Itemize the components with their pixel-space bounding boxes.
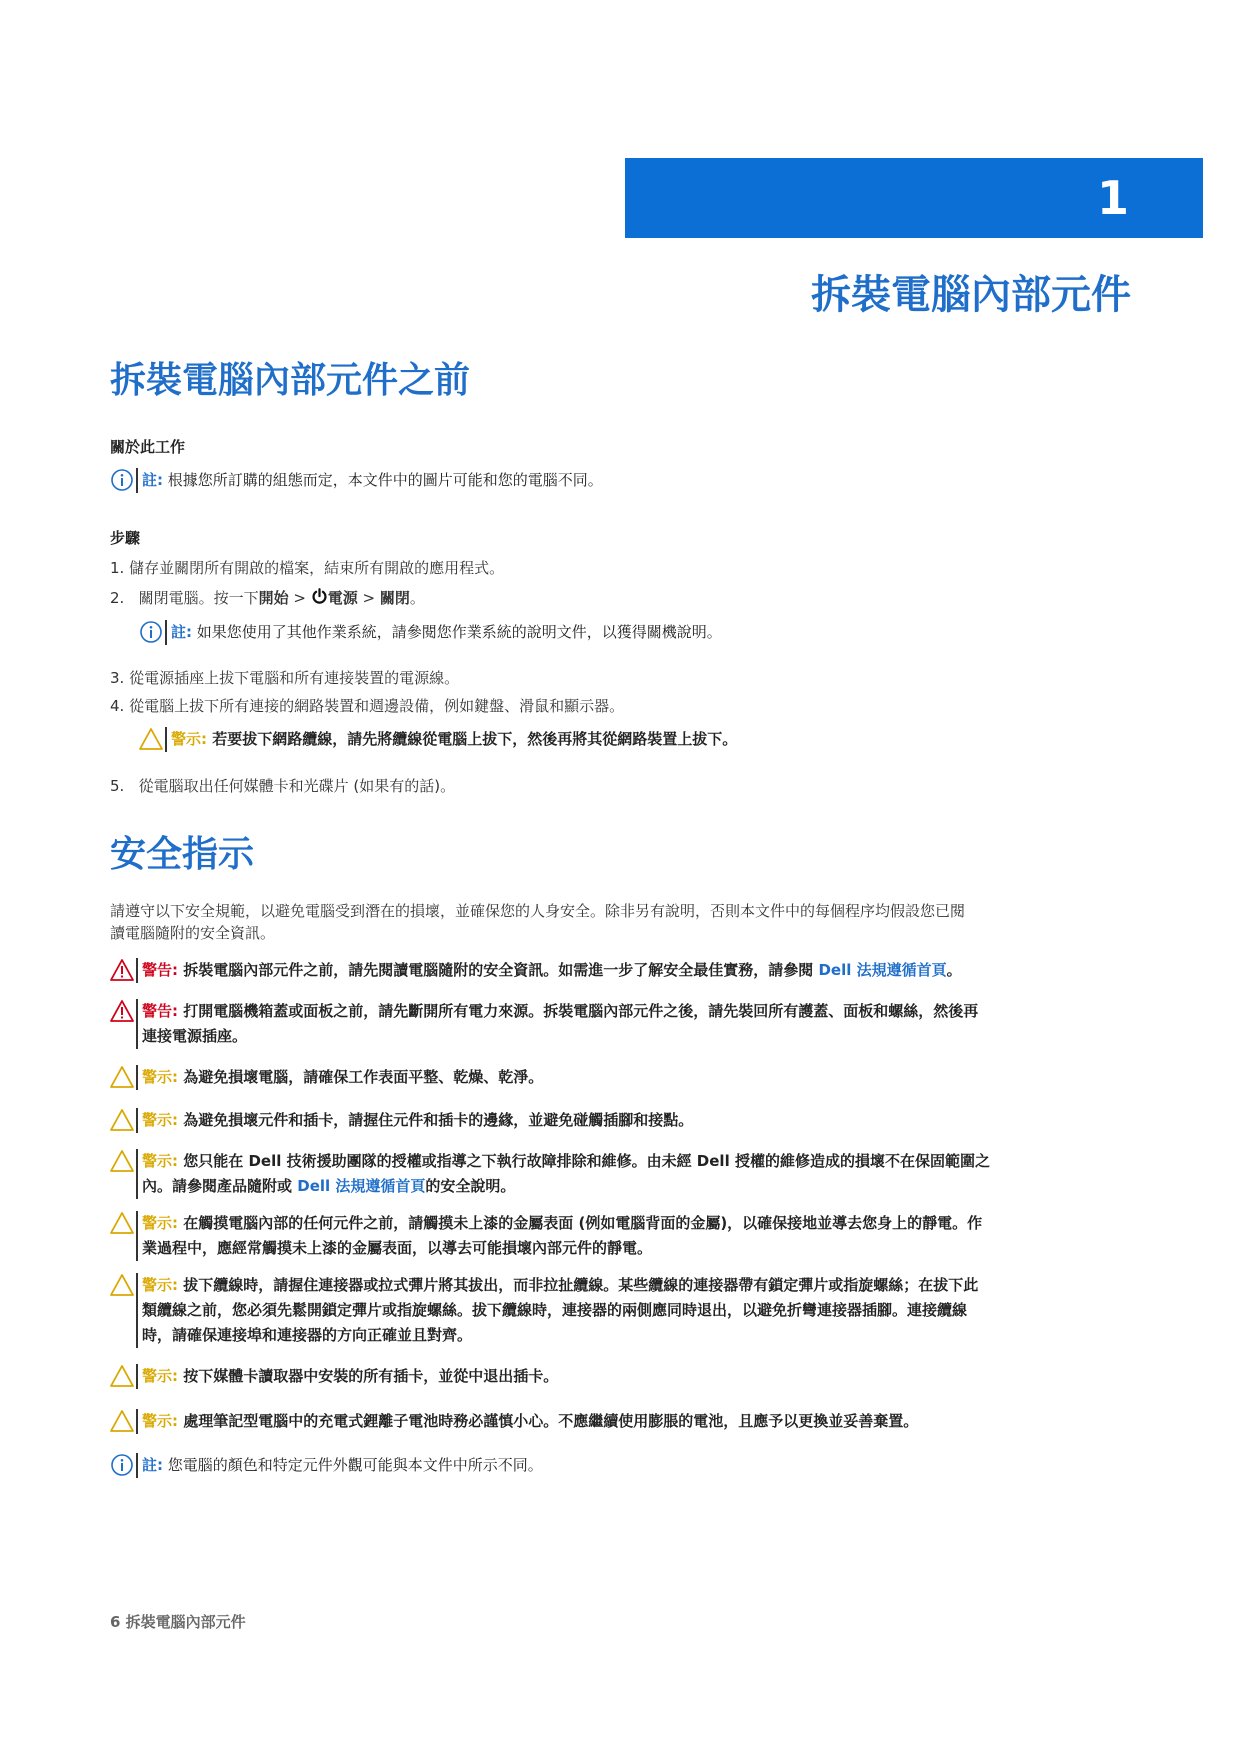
path-separator: > <box>357 589 380 607</box>
about-note <box>110 468 1122 493</box>
note-text: 您電腦的顏色和特定元件外觀可能與本文件中所示不同。 <box>167 1456 543 1474</box>
warning-text: 打開電腦機箱蓋或面板之前，請先斷開所有電力來源。拆裝電腦內部元件之後，請先裝回所有護蓋、面板和螺絲，然後再 <box>183 1002 979 1020</box>
start-menu-label: 開始 <box>258 589 289 607</box>
caution-text: 時，請確保連接埠和連接器的方向正確並且對齊。 <box>142 1326 473 1344</box>
step-number: 1. <box>110 559 125 577</box>
warning-label: 警告: <box>142 1002 178 1020</box>
info-icon <box>139 620 163 644</box>
info-icon <box>110 468 134 492</box>
step-number: 3. <box>110 669 125 687</box>
chapter-number: 1 <box>1096 171 1129 225</box>
caution-callout <box>110 1065 1122 1090</box>
step-item <box>110 775 455 797</box>
info-icon <box>110 1453 134 1477</box>
about-task-heading: 關於此工作 <box>110 438 186 456</box>
note-label: 註: <box>142 1456 163 1474</box>
caution-callout <box>110 1149 1122 1199</box>
caution-triangle-icon <box>110 1149 134 1173</box>
caution-text: 業過程中，應經常觸摸未上漆的金屬表面，以導去可能損壞內部元件的靜電。 <box>142 1239 653 1257</box>
callout-bar <box>136 1273 138 1348</box>
callout-bar <box>136 1409 138 1434</box>
caution-text: 類纜線之前，您必須先鬆開鎖定彈片或指旋螺絲。拔下纜線時，連接器的兩側應同時退出，以避免折彎連接器插腳。連接纜線 <box>142 1301 968 1319</box>
intro-line: 讀電腦隨附的安全資訊。 <box>110 924 276 942</box>
section-title-before-working: 拆裝電腦內部元件之前 <box>110 360 471 401</box>
note-label: 註: <box>171 623 192 641</box>
caution-callout <box>110 1409 1122 1434</box>
caution-label: 警示: <box>171 730 207 748</box>
caution-label: 警示: <box>142 1111 178 1129</box>
path-separator: > <box>288 589 311 607</box>
caution-text: 處理筆記型電腦中的充電式鋰離子電池時務必謹慎小心。不應繼續使用膨脹的電池，且應予以更換並妥善棄置。 <box>183 1412 919 1430</box>
caution-text: 您只能在 Dell 技術援助團隊的授權或指導之下執行故障排除和維修。由未經 Dell 授權的維修造成的損壞不在保固範圍之 <box>183 1152 990 1170</box>
step-item <box>110 587 425 609</box>
final-note <box>110 1453 1122 1478</box>
section-title-safety: 安全指示 <box>110 834 255 875</box>
callout-bar <box>136 1364 138 1389</box>
caution-triangle-icon <box>110 1211 134 1235</box>
caution-text: 若要拔下網路纜線，請先將纜線從電腦上拔下，然後再將其從網路裝置上拔下。 <box>212 730 738 748</box>
warning-triangle-icon <box>110 999 134 1023</box>
step4-caution <box>139 727 1099 752</box>
power-icon <box>311 588 328 605</box>
caution-text: 為避免損壞電腦，請確保工作表面平整、乾燥、乾淨。 <box>183 1068 544 1086</box>
warning-callout <box>110 999 1122 1049</box>
callout-bar <box>136 1453 138 1478</box>
caution-triangle-icon <box>110 1409 134 1433</box>
caution-text: 拔下纜線時，請握住連接器或拉式彈片將其拔出，而非拉扯纜線。某些纜線的連接器帶有鎖定彈片或指旋螺絲；在拔下此 <box>183 1276 979 1294</box>
note-label: 註: <box>142 471 163 489</box>
caution-label: 警示: <box>142 1412 178 1430</box>
warning-label: 警告: <box>142 961 178 979</box>
callout-bar <box>136 1149 138 1199</box>
callout-bar <box>136 958 138 983</box>
callout-bar <box>136 1065 138 1090</box>
warning-callout <box>110 958 1122 983</box>
chapter-banner <box>625 158 1203 238</box>
caution-text: 的安全說明。 <box>425 1177 516 1195</box>
shutdown-label: 關閉 <box>379 589 410 607</box>
safety-intro <box>110 900 1130 944</box>
step-text: 從電腦上拔下所有連接的網路裝置和週邊設備，例如鍵盤、滑鼠和顯示器。 <box>129 697 625 715</box>
step-number: 2. <box>110 589 125 607</box>
caution-text: 按下媒體卡讀取器中安裝的所有插卡，並從中退出插卡。 <box>183 1367 559 1385</box>
caution-triangle-icon <box>110 1108 134 1132</box>
warning-triangle-icon <box>110 958 134 982</box>
caution-callout <box>110 1273 1122 1348</box>
caution-text: 在觸摸電腦內部的任何元件之前，請觸摸未上漆的金屬表面 (例如電腦背面的金屬)，以確保接地並導去您身上的靜電。作 <box>183 1214 983 1232</box>
caution-text: 為避免損壞元件和插卡，請握住元件和插卡的邊緣，並避免碰觸插腳和接點。 <box>183 1111 694 1129</box>
caution-triangle-icon <box>139 727 163 751</box>
callout-bar <box>136 1211 138 1261</box>
caution-triangle-icon <box>110 1273 134 1297</box>
step-item <box>110 667 459 689</box>
warning-end: 。 <box>946 961 962 979</box>
caution-callout <box>110 1364 1122 1389</box>
caution-triangle-icon <box>110 1364 134 1388</box>
caution-triangle-icon <box>110 1065 134 1089</box>
callout-bar <box>136 1108 138 1133</box>
callout-bar <box>136 999 138 1049</box>
caution-label: 警示: <box>142 1068 178 1086</box>
warning-text: 拆裝電腦內部元件之前，請先閱讀電腦隨附的安全資訊。如需進一步了解安全最佳實務，請參閱 <box>183 961 814 979</box>
step-item <box>110 557 504 579</box>
chapter-title: 拆裝電腦內部元件 <box>811 272 1131 318</box>
step-item <box>110 695 624 717</box>
footer-title: 拆裝電腦內部元件 <box>125 1613 246 1631</box>
intro-line: 請遵守以下安全規範，以避免電腦受到潛在的損壞，並確保您的人身安全。除非另有說明，否則本文件中的每個程序均假設您已閱 <box>110 902 966 920</box>
caution-callout <box>110 1211 1122 1261</box>
steps-heading: 步驟 <box>110 529 141 547</box>
compliance-link[interactable]: Dell 法規遵循首頁 <box>297 1177 426 1195</box>
page-number: 6 <box>110 1613 121 1631</box>
note-text: 如果您使用了其他作業系統，請參閱您作業系統的說明文件，以獲得關機說明。 <box>196 623 722 641</box>
page-footer <box>110 1612 246 1632</box>
callout-bar <box>165 727 167 752</box>
compliance-link[interactable]: Dell 法規遵循首頁 <box>818 961 947 979</box>
power-menu-label: 電源 <box>327 589 358 607</box>
step2-note <box>139 620 1099 645</box>
step-number: 5. <box>110 777 125 795</box>
caution-callout <box>110 1108 1122 1133</box>
caution-label: 警示: <box>142 1214 178 1232</box>
caution-text: 內。請參閱產品隨附或 <box>142 1177 293 1195</box>
callout-bar <box>165 620 167 645</box>
step-text: 從電腦取出任何媒體卡和光碟片 (如果有的話)。 <box>138 777 456 795</box>
note-text: 根據您所訂購的組態而定，本文件中的圖片可能和您的電腦不同。 <box>167 471 603 489</box>
step-text: 從電源插座上拔下電腦和所有連接裝置的電源線。 <box>129 669 460 687</box>
step-number: 4. <box>110 697 125 715</box>
step-text: 關閉電腦。按一下 <box>138 589 259 607</box>
caution-label: 警示: <box>142 1276 178 1294</box>
caution-label: 警示: <box>142 1152 178 1170</box>
warning-text: 連接電源插座。 <box>142 1027 248 1045</box>
caution-label: 警示: <box>142 1367 178 1385</box>
step-end: 。 <box>409 589 425 607</box>
step-text: 儲存並關閉所有開啟的檔案，結束所有開啟的應用程式。 <box>129 559 505 577</box>
callout-bar <box>136 468 138 493</box>
